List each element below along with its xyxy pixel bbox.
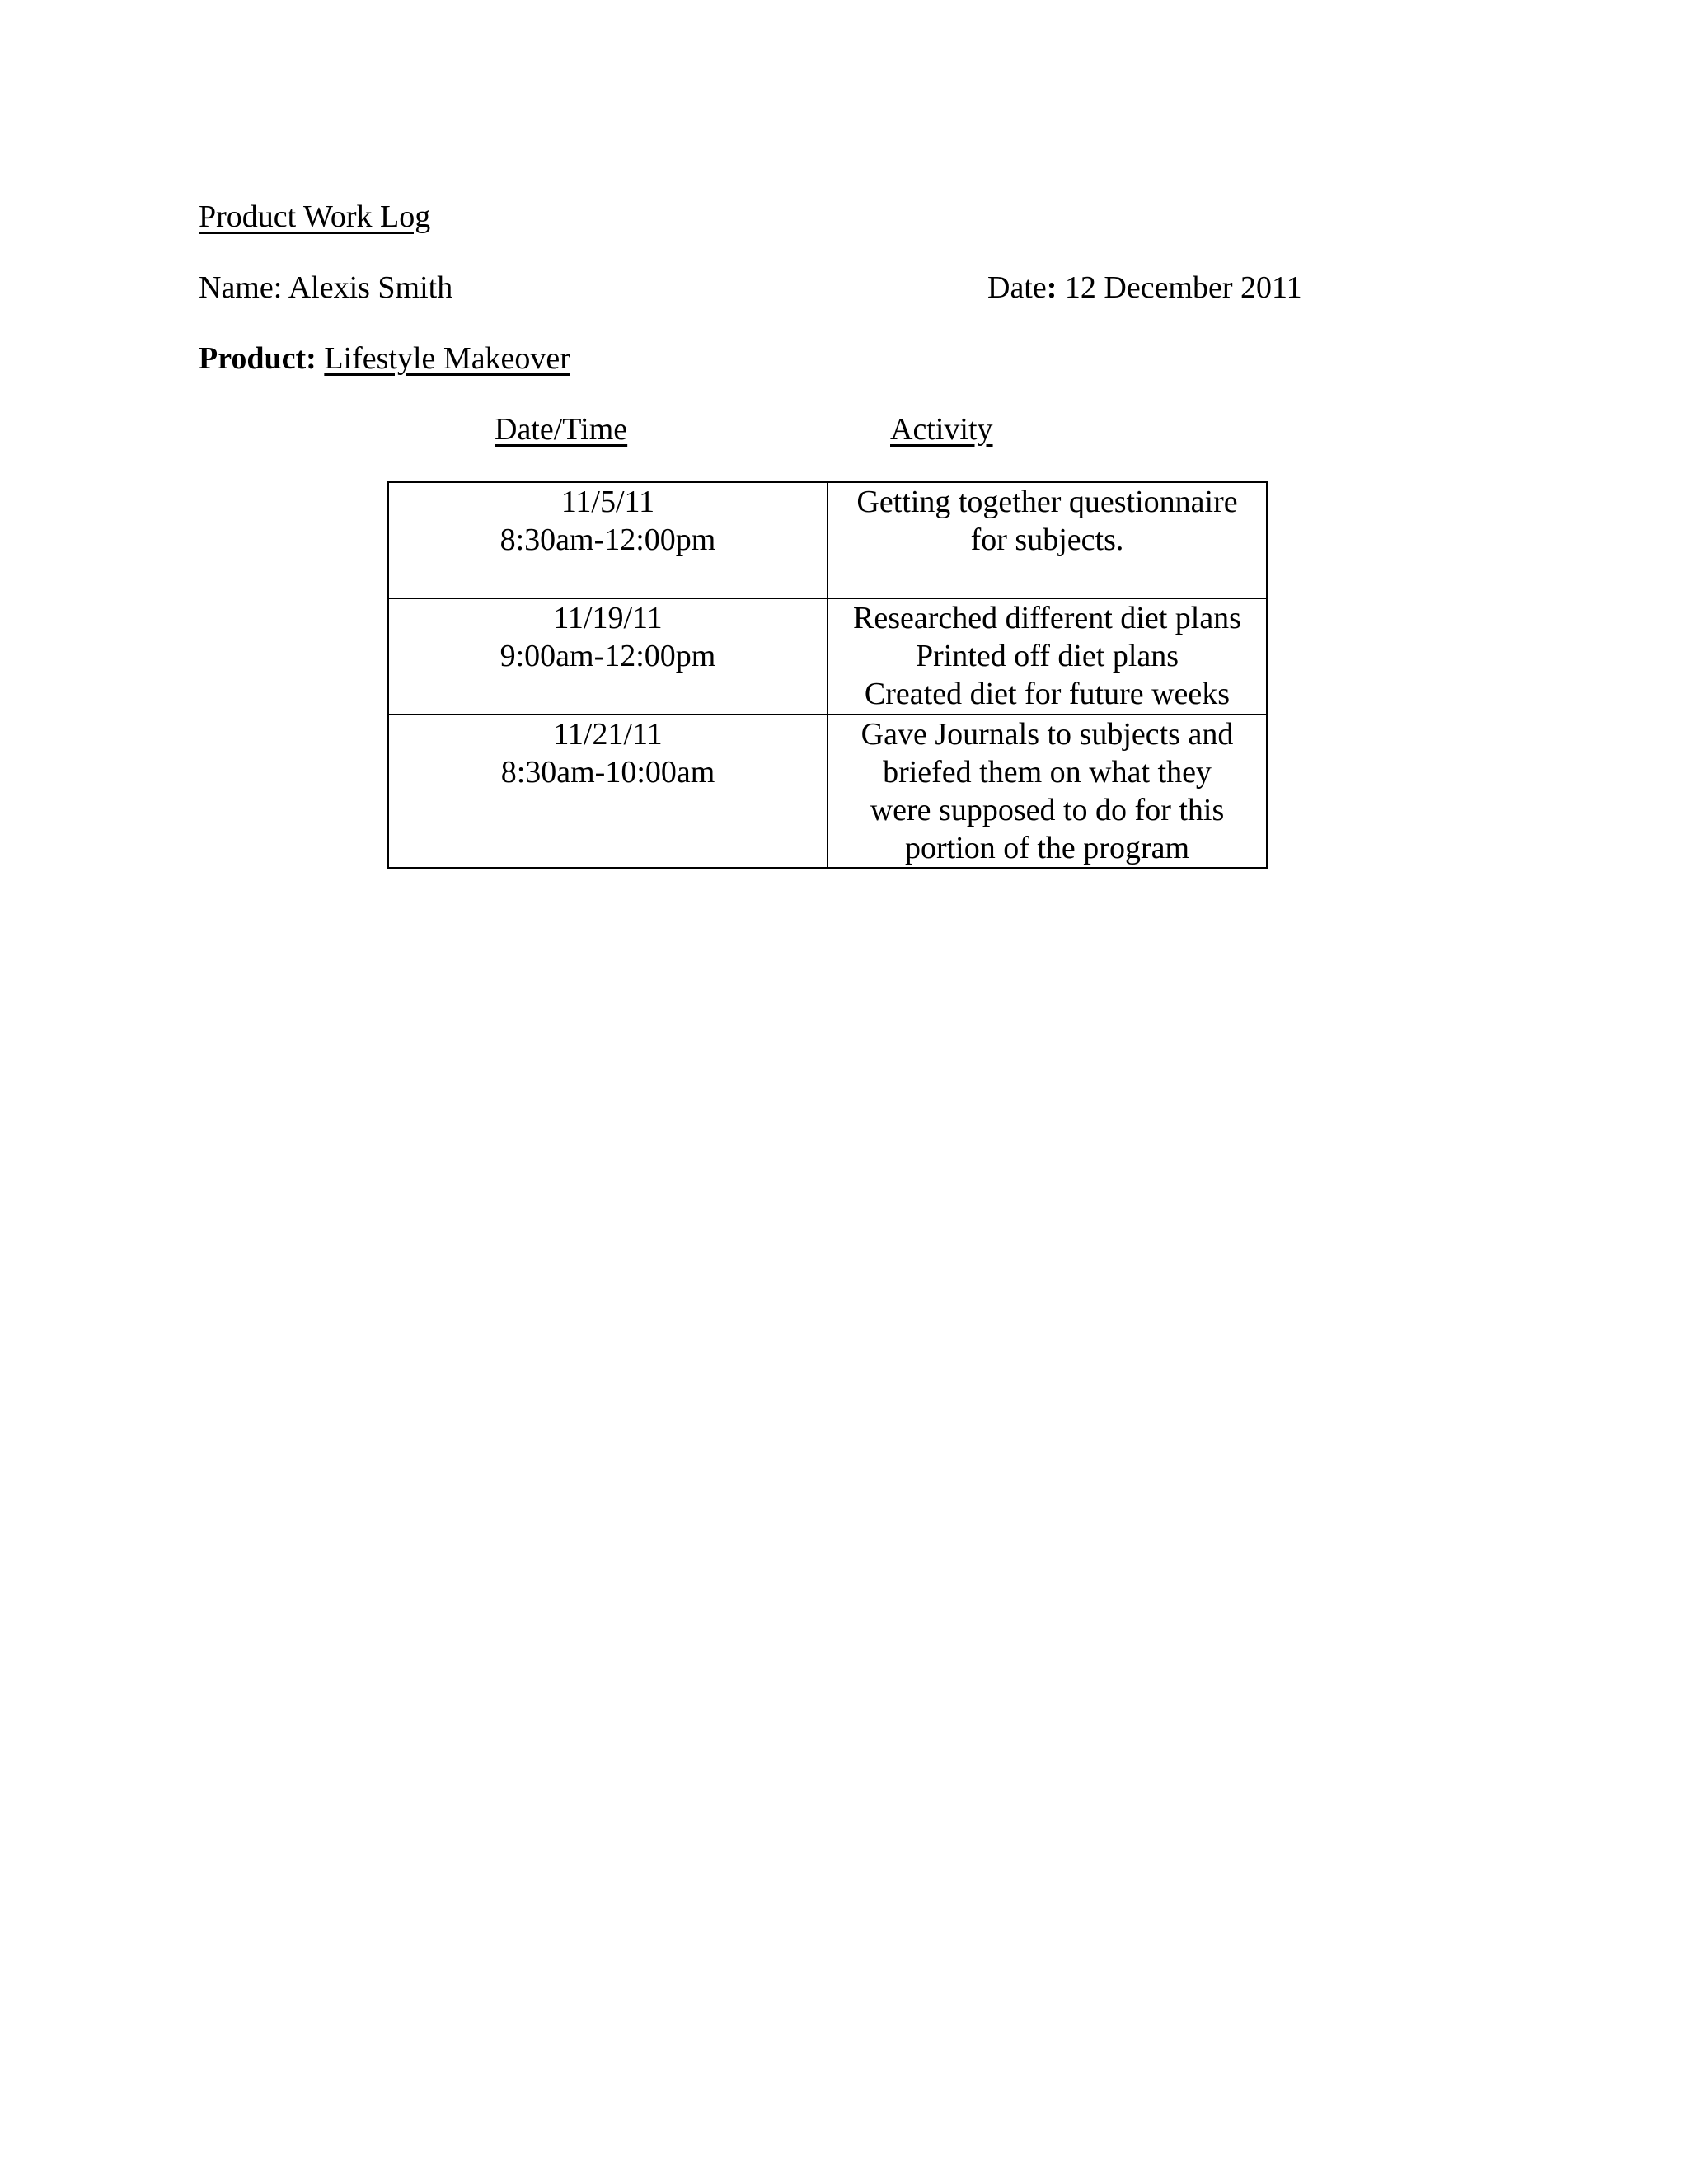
datetime-cell xyxy=(388,598,828,715)
work-log-table xyxy=(387,481,1268,869)
product-value: Lifestyle Makeover xyxy=(324,341,570,376)
datetime-heading: Date/Time xyxy=(495,412,628,447)
date-line xyxy=(987,269,1302,307)
activity-cell xyxy=(828,482,1267,598)
activity-heading: Activity xyxy=(890,412,993,447)
name-label: Name: xyxy=(199,270,283,305)
entry-date: 11/19/11 xyxy=(553,601,663,635)
table-row xyxy=(388,598,1267,715)
activity-line: portion of the program xyxy=(904,831,1190,865)
activity-line: Gave Journals to subjects and xyxy=(860,717,1234,752)
activity-line: Created diet for future weeks xyxy=(864,677,1231,711)
datetime-cell xyxy=(388,715,828,868)
datetime-cell xyxy=(388,482,828,598)
activity-line: Getting together questionnaire xyxy=(856,485,1238,519)
activity-line: Printed off diet plans xyxy=(915,639,1179,673)
entry-date: 11/21/11 xyxy=(553,717,663,752)
product-line xyxy=(199,340,570,377)
activity-line: for subjects. xyxy=(970,523,1124,557)
activity-line: Researched different diet plans xyxy=(853,601,1241,635)
table-row xyxy=(388,715,1267,868)
entry-time: 9:00am-12:00pm xyxy=(499,639,716,673)
activity-cell xyxy=(828,715,1267,868)
entry-time: 8:30am-12:00pm xyxy=(499,523,716,557)
product-label: Product: xyxy=(199,341,316,376)
name-line xyxy=(199,269,452,307)
page-title: Product Work Log xyxy=(199,199,431,234)
date-value: 12 December 2011 xyxy=(1064,270,1302,305)
entry-date: 11/5/11 xyxy=(560,485,655,519)
activity-line: were supposed to do for this xyxy=(870,793,1225,827)
date-label: Date xyxy=(987,270,1047,305)
date-colon: : xyxy=(1046,270,1057,305)
activity-line: briefed them on what they xyxy=(883,755,1212,790)
name-value: Alexis Smith xyxy=(288,270,453,305)
activity-cell xyxy=(828,598,1267,715)
entry-time: 8:30am-10:00am xyxy=(500,755,715,790)
table-row xyxy=(388,482,1267,598)
